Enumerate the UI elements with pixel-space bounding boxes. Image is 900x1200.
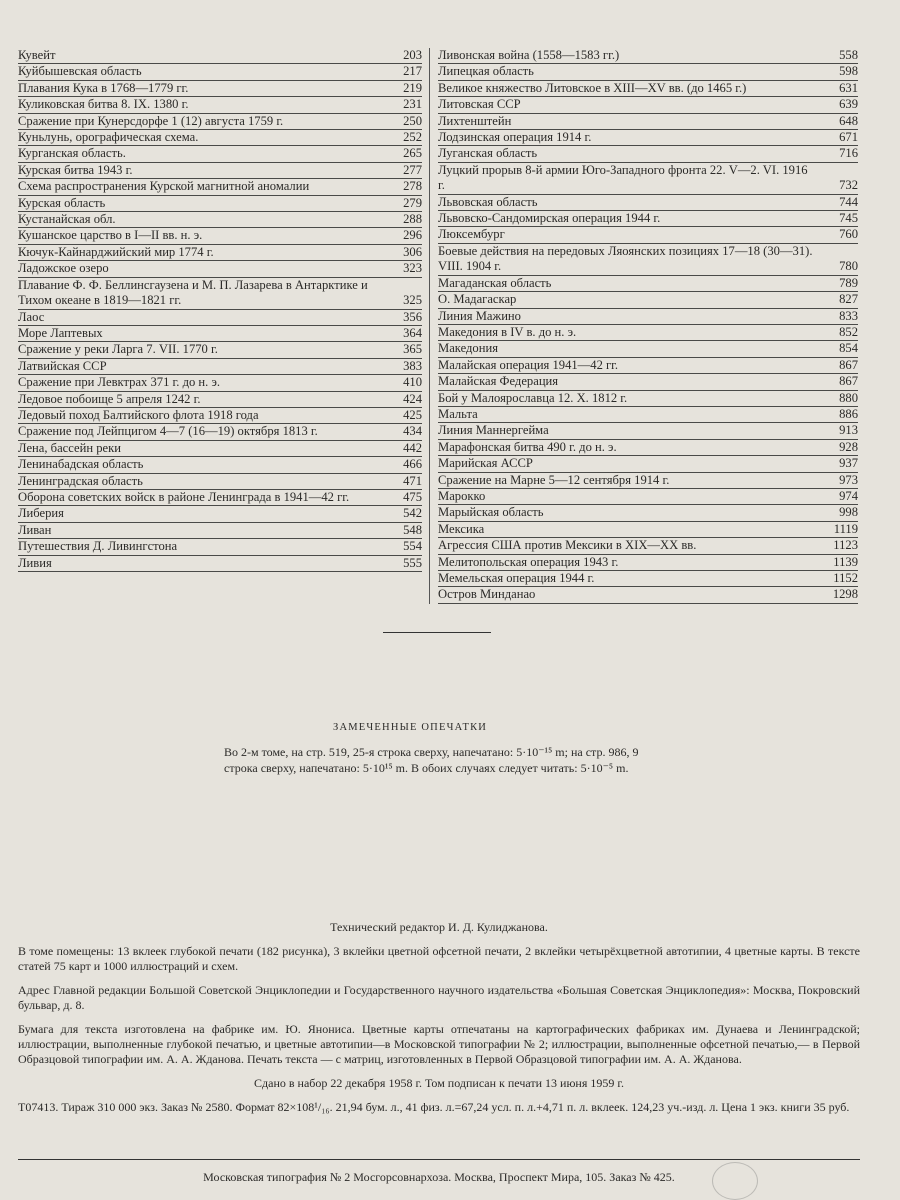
index-entry [438,473,858,489]
index-entry-title: Либерия [18,506,64,521]
index-entry-page: 542 [403,506,422,521]
index-entry [18,146,422,162]
index-entry [18,392,422,408]
index-entry-page: 974 [839,488,858,503]
index-entry [438,309,858,325]
index-entry [18,556,422,572]
index-entry-page: 867 [839,374,858,389]
index-entry-title: Великое княжество Литовское в XIII—XV вв. (до 1465 г.) [438,80,747,95]
errata-title: ЗАМЕЧЕННЫЕ ОПЕЧАТКИ [333,722,488,733]
index-entry [18,490,422,506]
index-entry-title: Путешествия Д. Ливингстона [18,539,178,554]
index-entry [438,440,858,456]
index-entry [18,342,422,358]
index-entry-page: 466 [403,457,422,472]
index-entry-title: Сражение на Марне 5—12 сентября 1914 г. [438,472,670,487]
index-entry-title: Сражение при Левктрах 371 г. до н. э. [18,375,221,390]
index-entry [18,326,422,342]
index-entry [438,325,858,341]
index-entry-title: Марийская АССР [438,456,533,471]
volume-contents-note: В томе помещены: 13 вклеек глубокой печати (182 рисунка), 3 вклейки цветной офсетной печати, 2 вклейки четырёхцветной автотипии, 4 цветные карты. В тексте статей 75 карт и 1000 иллюстраций и схем. [18,944,860,973]
index-entry-title: Мексика [438,521,485,536]
technical-editor: Технический редактор И. Д. Кулиджанова. [330,920,548,934]
index-entry-title: Куйбышевская область [18,64,142,79]
index-entry-title: Македония [438,341,498,356]
index-entry-title: Лихтенштейн [438,113,512,128]
index-entry [438,423,858,439]
map-index [18,48,860,604]
index-entry-title: Кувейт [18,48,56,62]
index-entry-title: Люксембург [438,227,505,242]
index-entry [18,375,422,391]
index-entry [438,211,858,227]
index-entry-page: 323 [403,261,422,276]
section-divider [383,632,491,633]
index-entry-page: 1119 [833,521,858,536]
index-entry-title: Мемельская операция 1944 г. [438,571,595,585]
index-entry [438,114,858,130]
index-entry-page: 219 [403,80,422,95]
index-entry [18,64,422,80]
index-entry-page: 827 [839,292,858,307]
index-entry [18,163,422,179]
index-entry-page: 648 [839,113,858,128]
index-entry-title: Сражение под Лейпцигом 4—7 (16—19) октября 1813 г. [18,424,318,439]
paper-and-printing-note: Бумага для текста изготовлена на фабрике им. Ю. Янониса. Цветные карты отпечатаны на картографических фабриках им. Дунаева и Ленинградской; иллюстрации, выполненные глубокой печатью, и цветные автотипии—в Московской типографии № 2; иллюстрации, выполненные офсетной печатью,— в Первой Образцовой типографии им. А. А. Жданова. Печать текста — с матриц, изготовленных в Первой Образцовой типографии им. А. А. Жданова. [18,1022,860,1066]
index-entry-title: Лодзинская операция 1914 г. [438,130,592,145]
index-entry [18,474,422,490]
index-entry-page: 548 [403,522,422,537]
index-entry-title: Остров Минданао [438,587,536,602]
index-entry-title: Море Лаптевых [18,325,103,340]
index-entry-title: Магаданская область [438,275,552,290]
index-entry-page: 471 [403,473,422,488]
index-entry-page: 296 [403,228,422,243]
typesetting-dates: Сдано в набор 22 декабря 1958 г. Том подписан к печати 13 июня 1959 г. [254,1076,624,1090]
index-entry-title: Курская область [18,195,106,210]
index-entry-title: Ленинградская область [18,473,143,488]
index-entry-page: 265 [403,146,422,161]
errata-text: Во 2-м томе, на стр. 519, 25-я строка сверху, напечатано: 5·10⁻¹⁵ m; на стр. 986, 9 строка сверху, напечатано: 5·10¹⁵ m. В обоих случаях следует читать: 5·10⁻⁵ m. [224,745,639,775]
index-entry [18,97,422,113]
index-entry-title: Схема распространения Курской магнитной аномалии [18,179,310,194]
index-entry-title: Плавания Кука в 1768—1779 гг. [18,80,189,95]
index-entry-page: 364 [403,325,422,340]
index-entry [438,195,858,211]
index-entry-title: Кушанское царство в I—II вв. н. э. [18,228,203,243]
index-entry [438,555,858,571]
index-entry-title: Львовско-Сандомирская операция 1944 г. [438,211,661,226]
index-entry [18,457,422,473]
index-entry-page: 306 [403,244,422,259]
index-entry [18,228,422,244]
index-entry-page: 886 [839,406,858,421]
index-entry [18,179,422,195]
index-entry [438,456,858,472]
index-entry-title: О. Мадагаскар [438,292,517,307]
index-entry [438,358,858,374]
index-entry-page: 250 [403,113,422,128]
index-entry [438,276,858,292]
index-entry [438,130,858,146]
index-column-right [430,48,858,604]
index-entry [18,310,422,326]
index-entry-page: 744 [839,194,858,209]
index-entry-title: Ливан [18,522,52,537]
index-entry-title: Кючук-Кайнарджийский мир 1774 г. [18,244,214,259]
index-entry-page: 1298 [832,587,858,602]
index-entry [18,424,422,440]
index-entry-title: Литовская ССР [438,97,521,112]
index-entry-title: Бой у Малоярославца 12. X. 1812 г. [438,390,628,405]
index-entry-title: Латвийская ССР [18,358,107,373]
index-entry-page: 279 [403,195,422,210]
index-entry-title: Курская битва 1943 г. [18,162,133,177]
index-entry [438,391,858,407]
index-entry-page: 383 [403,358,422,373]
index-entry [438,292,858,308]
index-entry-page: 760 [839,227,858,242]
index-entry-title: Малайская операция 1941—42 гг. [438,357,619,372]
index-entry-page: 598 [839,64,858,79]
index-entry-title: Львовская область [438,194,538,209]
index-entry [18,245,422,261]
index-entry-title: Македония в IV в. до н. э. [438,324,577,339]
index-entry [18,261,422,277]
index-entry-page: 288 [403,212,422,227]
index-entry-page: 217 [403,64,422,79]
index-entry-page: 1152 [833,571,858,585]
index-entry-page: 745 [839,211,858,226]
index-entry [438,522,858,538]
index-entry [18,114,422,130]
index-entry-title: Боевые действия на передовых Ляоянских позициях 17—18 (30—31). VIII. 1904 г. [438,243,813,274]
index-entry-title: Куликовская битва 8. IX. 1380 г. [18,97,189,112]
index-entry-title: Ледовый поход Балтийского флота 1918 года [18,407,259,422]
index-entry [438,146,858,162]
index-entry-title: Куньлунь, орографическая схема. [18,130,199,145]
index-entry-page: 325 [403,293,422,308]
index-entry-title: Марыйская область [438,505,544,520]
index-column-left [18,48,430,604]
index-entry-title: Агрессия США против Мексики в XIX—XX вв. [438,538,697,553]
index-entry-page: 880 [839,390,858,405]
index-entry-title: Марафонская битва 490 г. до н. э. [438,439,617,454]
index-entry-page: 558 [839,48,858,62]
index-entry-title: Ладожское озеро [18,261,109,276]
index-entry-page: 631 [839,80,858,95]
index-entry [438,244,858,276]
index-entry-page: 998 [839,505,858,520]
index-entry [18,408,422,424]
index-entry [18,278,422,310]
index-entry-title: Линия Маннергейма [438,423,549,438]
index-entry-title: Липецкая область [438,64,534,79]
index-entry-title: Оборона советских войск в районе Ленинграда в 1941—42 гг. [18,489,350,504]
index-entry [438,64,858,80]
index-entry [438,407,858,423]
index-entry-title: Лаос [18,309,45,324]
index-entry-page: 833 [839,308,858,323]
index-entry-page: 410 [403,375,422,390]
index-entry [438,163,858,195]
index-entry-title: Малайская Федерация [438,374,559,389]
index-entry-title: Кустанайская обл. [18,212,116,227]
index-entry-page: 442 [403,440,422,455]
index-entry [438,341,858,357]
index-entry-page: 554 [403,539,422,554]
publisher-address: Адрес Главной редакции Большой Советской Энциклопедии и Государственного научного издательства «Большая Советская Энциклопедия»: Москва, Покровский бульвар, д. 8. [18,983,860,1012]
index-entry [438,489,858,505]
index-entry-page: 277 [403,162,422,177]
index-entry-page: 475 [403,489,422,504]
index-entry [438,538,858,554]
index-entry [18,523,422,539]
index-entry [438,571,858,587]
index-entry-title: Курганская область. [18,146,126,161]
index-entry-page: 1123 [833,538,858,553]
index-entry-page: 732 [839,178,858,193]
index-entry [438,587,858,603]
library-stamp [712,1162,758,1200]
index-entry [438,97,858,113]
index-entry [18,359,422,375]
index-entry-title: Ливия [18,555,52,570]
index-entry-title: Сражение у реки Ларга 7. VII. 1770 г. [18,342,218,357]
index-entry-page: 913 [839,423,858,438]
index-entry-title: Плавание Ф. Ф. Беллинсгаузена и М. П. Лазарева в Антарктике и Тихом океане в 1819—1821 гг. [18,277,368,308]
index-entry-page: 973 [839,472,858,487]
index-entry-page: 365 [403,342,422,357]
index-entry-page: 203 [403,48,422,62]
index-entry-title: Мелитопольская операция 1943 г. [438,554,619,569]
index-entry [18,81,422,97]
index-entry [18,48,422,64]
index-entry [18,539,422,555]
index-entry-page: 434 [403,424,422,439]
index-entry-page: 356 [403,309,422,324]
index-entry-page: 789 [839,275,858,290]
index-entry [18,441,422,457]
index-entry [18,506,422,522]
index-entry-page: 278 [403,179,422,194]
index-entry [18,196,422,212]
index-entry-title: Ленинабадская область [18,457,144,472]
index-entry-page: 424 [403,391,422,406]
index-entry [438,48,858,64]
colophon [18,920,860,1124]
print-run-details: Т07413. Тираж 310 000 экз. Заказ № 2580. Формат 82×108¹/₁₆. 21,94 бум. л., 41 физ. л.=67,24 усл. п. л.+4,71 п. л. вклеек. 124,23 уч.-изд. л. Цена 1 экз. книги 35 руб. [18,1100,850,1114]
index-entry-page: 639 [839,97,858,112]
index-entry-title: Луцкий прорыв 8-й армии Юго-Западного фронта 22. V—2. VI. 1916 г. [438,162,808,193]
index-entry [438,505,858,521]
index-entry-page: 852 [839,324,858,339]
index-entry-title: Луганская область [438,146,538,161]
index-entry-title: Мальта [438,406,478,421]
index-entry-page: 252 [403,130,422,145]
index-entry-page: 928 [839,439,858,454]
index-entry-page: 1139 [833,554,858,569]
index-entry-page: 671 [839,130,858,145]
index-entry-title: Ледовое побоище 5 апреля 1242 г. [18,391,201,406]
index-entry [18,130,422,146]
index-entry-title: Ливонская война (1558—1583 гг.) [438,48,620,62]
index-entry-page: 867 [839,357,858,372]
index-entry-page: 555 [403,555,422,570]
index-entry-page: 231 [403,97,422,112]
index-entry-title: Марокко [438,488,486,503]
index-entry-title: Лена, бассейн реки [18,440,121,455]
index-entry [438,227,858,243]
index-entry-title: Линия Мажино [438,308,521,323]
index-entry-page: 780 [839,259,858,274]
index-entry-title: Сражение при Кунерсдорфе 1 (12) августа 1759 г. [18,113,284,128]
index-entry-page: 425 [403,407,422,422]
index-entry-page: 716 [839,146,858,161]
index-entry [438,81,858,97]
index-entry [438,374,858,390]
index-entry [18,212,422,228]
index-entry-page: 937 [839,456,858,471]
index-entry-page: 854 [839,341,858,356]
printer-imprint: Московская типография № 2 Мосгорсовнархоза. Москва, Проспект Мира, 105. Заказ № 425. [18,1159,860,1185]
